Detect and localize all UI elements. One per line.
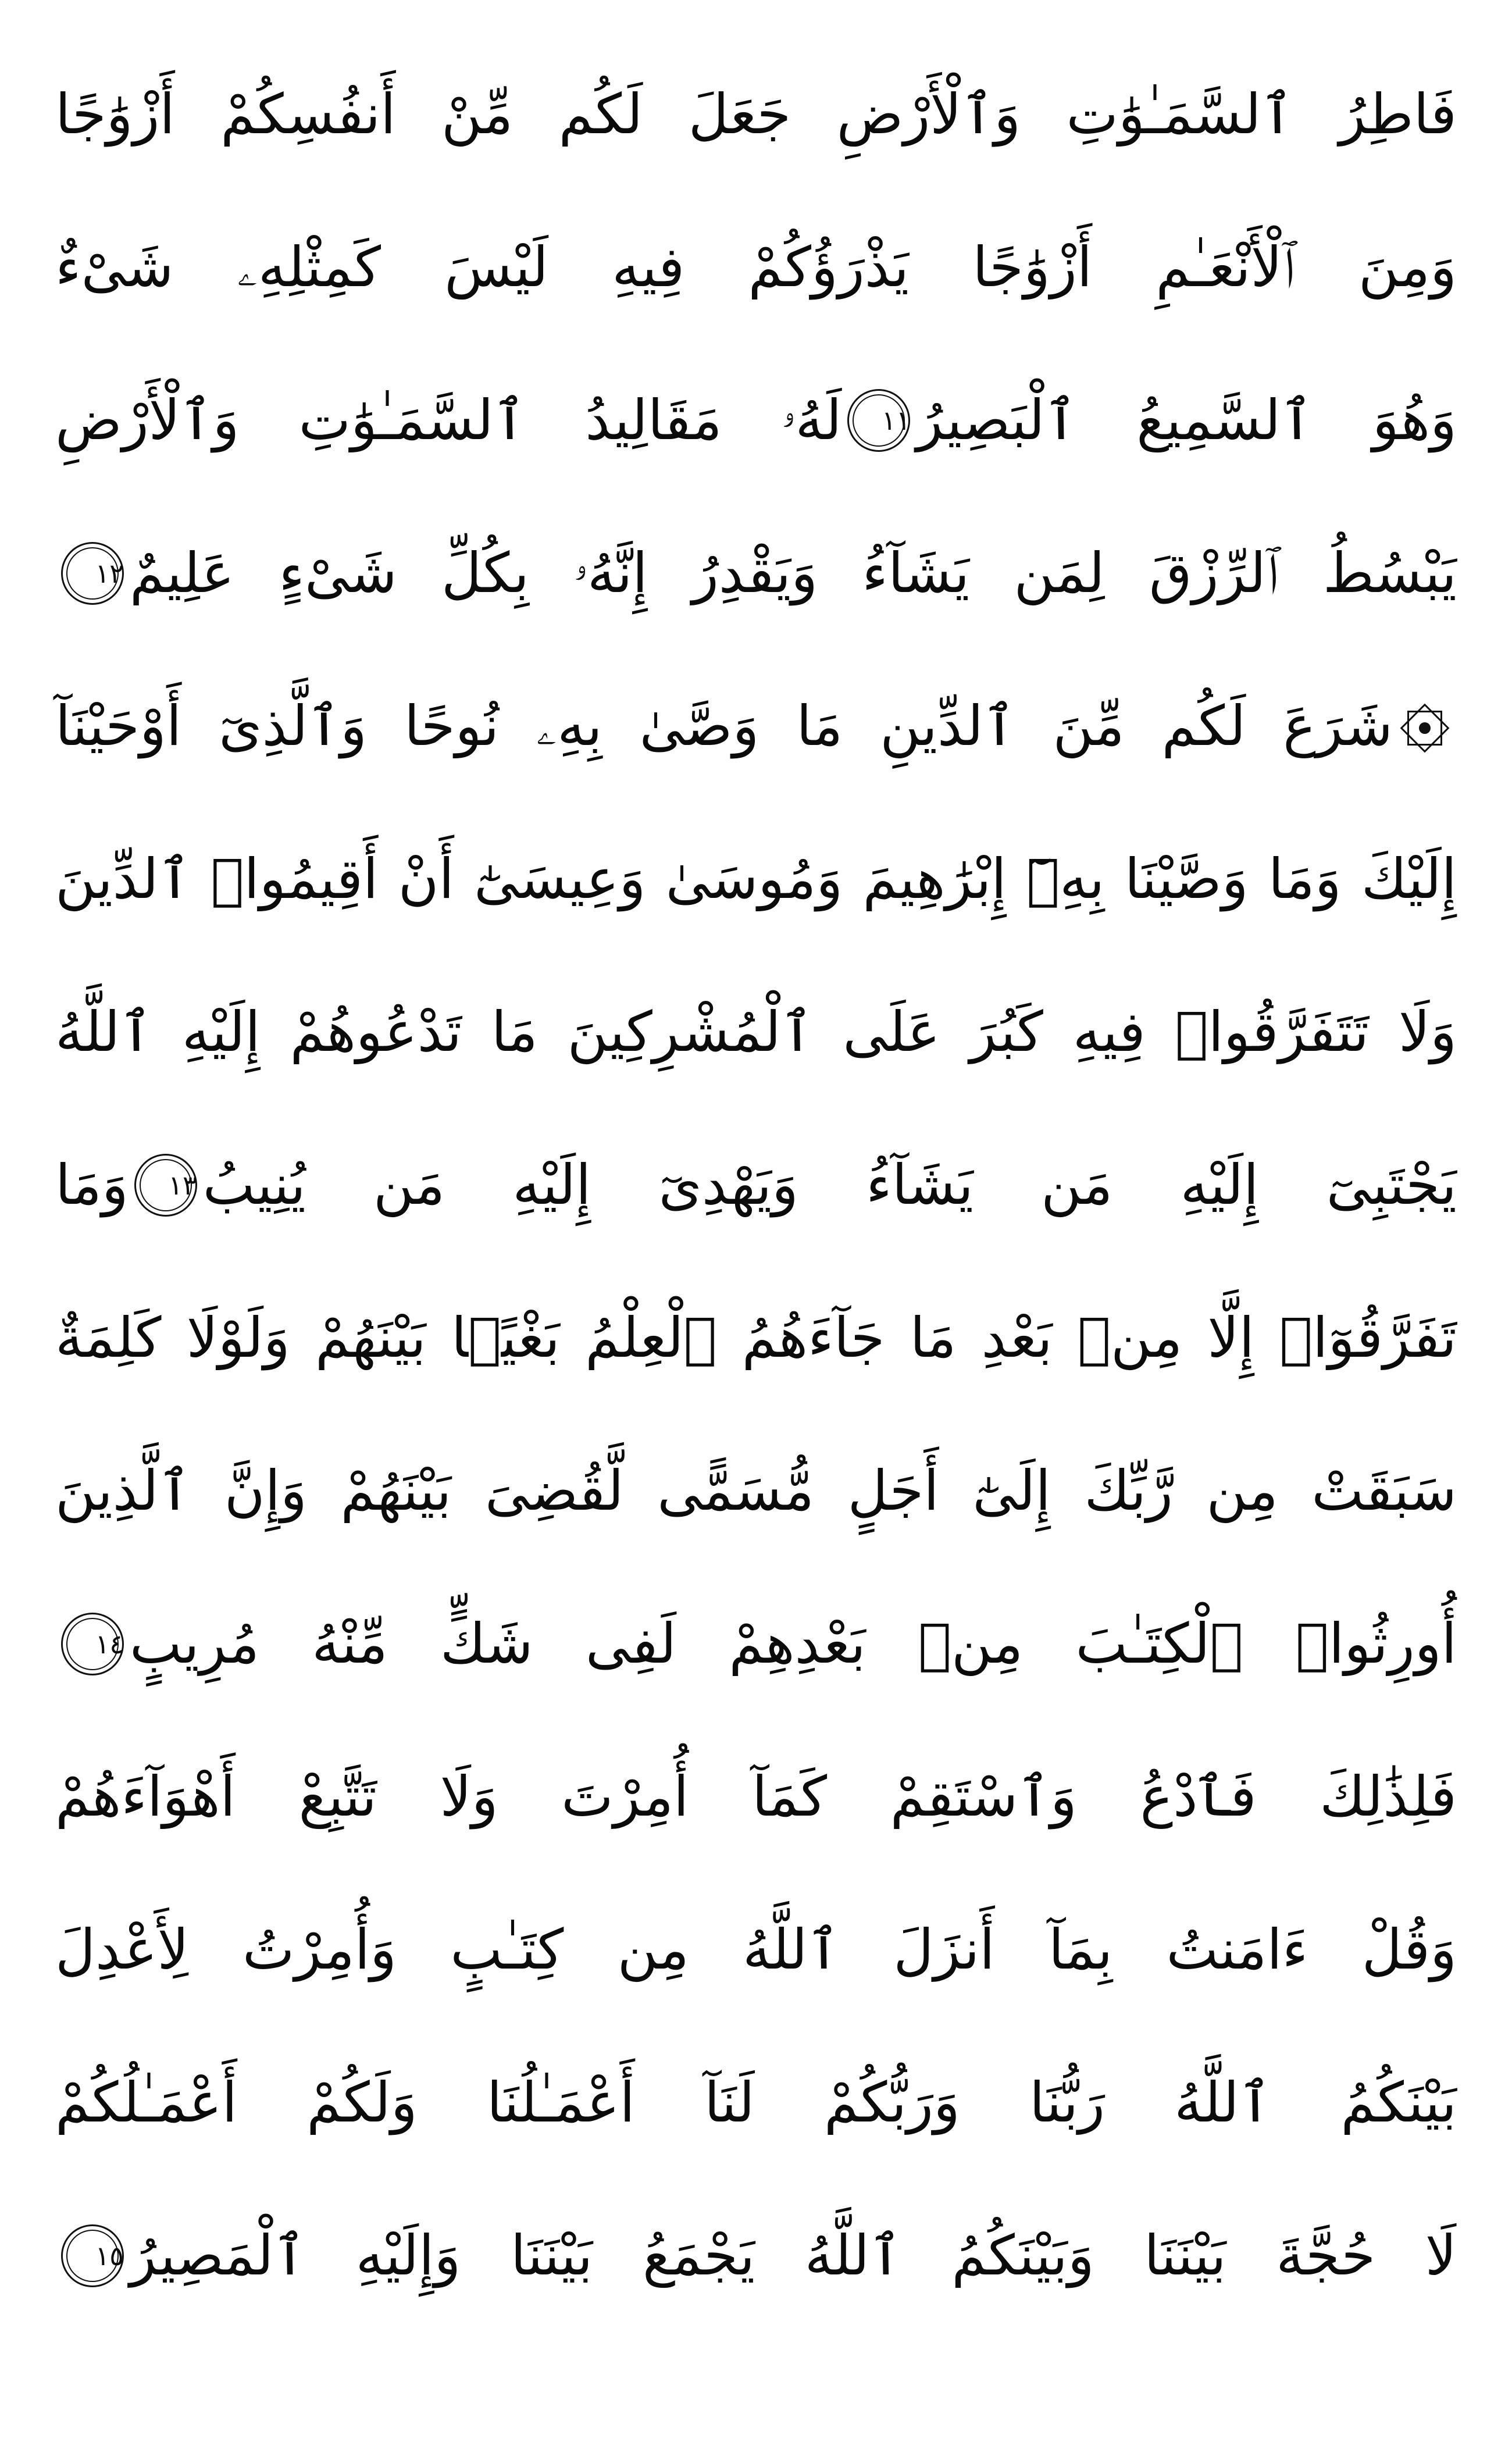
quran-line-text: وَلَا تَتَفَرَّقُوا۟ فِيهِ كَبُرَ عَلَى ٱلْمُشْرِكِينَ مَا تَدْعُوهُمْ إِلَيْهِ ٱللَّهُ: [55, 1000, 1457, 1064]
quran-segment: وَهُوَ ٱلسَّمِيعُ ٱلْبَصِيرُ: [916, 388, 1457, 453]
quran-line: [55, 494, 1457, 647]
quran-line-text: وَمِنَ ٱلْأَنْعَـٰمِ أَزْوَٰجًا يَذْرَؤُكُمْ فِيهِ لَيْسَ كَمِثْلِهِۦ شَىْءٌ: [55, 235, 1457, 299]
quran-line-text-with-marker: [55, 389, 1457, 452]
quran-line: [55, 1564, 1457, 1717]
quran-segment: يَجْتَبِىٓ إِلَيْهِ مَن يَشَآءُ وَيَهْدِىٓ إِلَيْهِ مَن يُنِيبُ: [202, 1153, 1457, 1218]
quran-line-text: سَبَقَتْ مِن رَّبِّكَ إِلَىٰٓ أَجَلٍ مُّسَمًّى لَّقُضِىَ بَيْنَهُمْ وَإِنَّ ٱلَّذِينَ: [55, 1459, 1457, 1523]
quran-line: [55, 1870, 1457, 2023]
quran-line-text-with-marker: [55, 2224, 1457, 2287]
ayah-number: ١٤: [95, 1628, 124, 1660]
quran-line-text: فَلِذَٰلِكَ فَٱدْعُ وَٱسْتَقِمْ كَمَآ أُمِرْتَ وَلَا تَتَّبِعْ أَهْوَآءَهُمْ: [55, 1764, 1457, 1829]
ayah-number: ١١: [882, 405, 911, 437]
ayah-marker-14[interactable]: [61, 1613, 124, 1675]
quran-line: [55, 1411, 1457, 1564]
quran-line: [55, 2176, 1457, 2329]
ayah-number: ١٢: [95, 558, 124, 590]
quran-line-text-with-marker: [55, 542, 1457, 605]
ayah-number: ١٣: [168, 1169, 197, 1201]
quran-line-text-with-marker: [55, 1613, 1457, 1675]
quran-segment: أُورِثُوا۟ ٱلْكِتَـٰبَ مِنۢ بَعْدِهِمْ لَفِى شَكٍّ مِّنْهُ مُرِيبٍ: [130, 1612, 1457, 1677]
quran-segment-tail: وَمَا: [55, 1153, 129, 1218]
quran-line: [55, 35, 1457, 188]
rub-el-hizb-icon: [1400, 703, 1450, 753]
quran-line-text-with-marker: [55, 1154, 1457, 1217]
quran-text-block: [55, 35, 1457, 2329]
quran-line-text: وَقُلْ ءَامَنتُ بِمَآ أَنزَلَ ٱللَّهُ مِن كِتَـٰبٍ وَأُمِرْتُ لِأَعْدِلَ: [55, 1917, 1457, 1982]
ayah-marker-11[interactable]: [847, 389, 910, 452]
quran-line: [55, 647, 1457, 800]
quran-segment-tail: لَهُۥ مَقَالِيدُ ٱلسَّمَـٰوَٰتِ وَٱلْأَرْضِ: [55, 388, 842, 453]
quran-line-text: فَاطِرُ ٱلسَّمَـٰوَٰتِ وَٱلْأَرْضِ جَعَلَ لَكُم مِّنْ أَنفُسِكُمْ أَزْوَٰجًا: [55, 82, 1457, 147]
quran-line: [55, 1106, 1457, 1258]
quran-line: [55, 341, 1457, 494]
quran-line: [55, 953, 1457, 1106]
quran-line: [55, 1258, 1457, 1411]
quran-line: [55, 800, 1457, 953]
ayah-number: ١٥: [95, 2240, 124, 2272]
quran-line: [55, 1717, 1457, 1870]
quran-line-text: إِلَيْكَ وَمَا وَصَّيْنَا بِهِۦٓ إِبْرَٰهِيمَ وَمُوسَىٰ وَعِيسَىٰٓ أَنْ أَقِيمُوا۟ ٱلدِّينَ: [55, 847, 1457, 911]
quran-line-text: بَيْنَكُمُ ٱللَّهُ رَبُّنَا وَرَبُّكُمْ لَنَآ أَعْمَـٰلُنَا وَلَكُمْ أَعْمَـٰلُكُمْ: [55, 2070, 1457, 2135]
ayah-marker-15[interactable]: [61, 2224, 124, 2287]
ayah-marker-13[interactable]: [134, 1154, 197, 1217]
quran-line: [55, 2023, 1457, 2176]
rub-center-dot: [1419, 722, 1431, 734]
ayah-marker-12[interactable]: [61, 542, 124, 605]
quran-line: [55, 188, 1457, 341]
quran-line-text-with-rub: [55, 694, 1457, 758]
quran-line-text: تَفَرَّقُوٓا۟ إِلَّا مِنۢ بَعْدِ مَا جَآءَهُمُ ٱلْعِلْمُ بَغْيًۢا بَيْنَهُمْ وَلَوْلَا كَلِمَةٌ: [55, 1306, 1457, 1370]
quran-segment: شَرَعَ لَكُم مِّنَ ٱلدِّينِ مَا وَصَّىٰ بِهِۦ نُوحًا وَٱلَّذِىٓ أَوْحَيْنَآ: [55, 694, 1393, 758]
quran-segment: لَا حُجَّةَ بَيْنَنَا وَبَيْنَكُمُ ٱللَّهُ يَجْمَعُ بَيْنَنَا وَإِلَيْهِ ٱلْمَصِيرُ: [130, 2224, 1457, 2288]
quran-segment: يَبْسُطُ ٱلرِّزْقَ لِمَن يَشَآءُ وَيَقْدِرُ إِنَّهُۥ بِكُلِّ شَىْءٍ عَلِيمٌ: [130, 541, 1457, 606]
